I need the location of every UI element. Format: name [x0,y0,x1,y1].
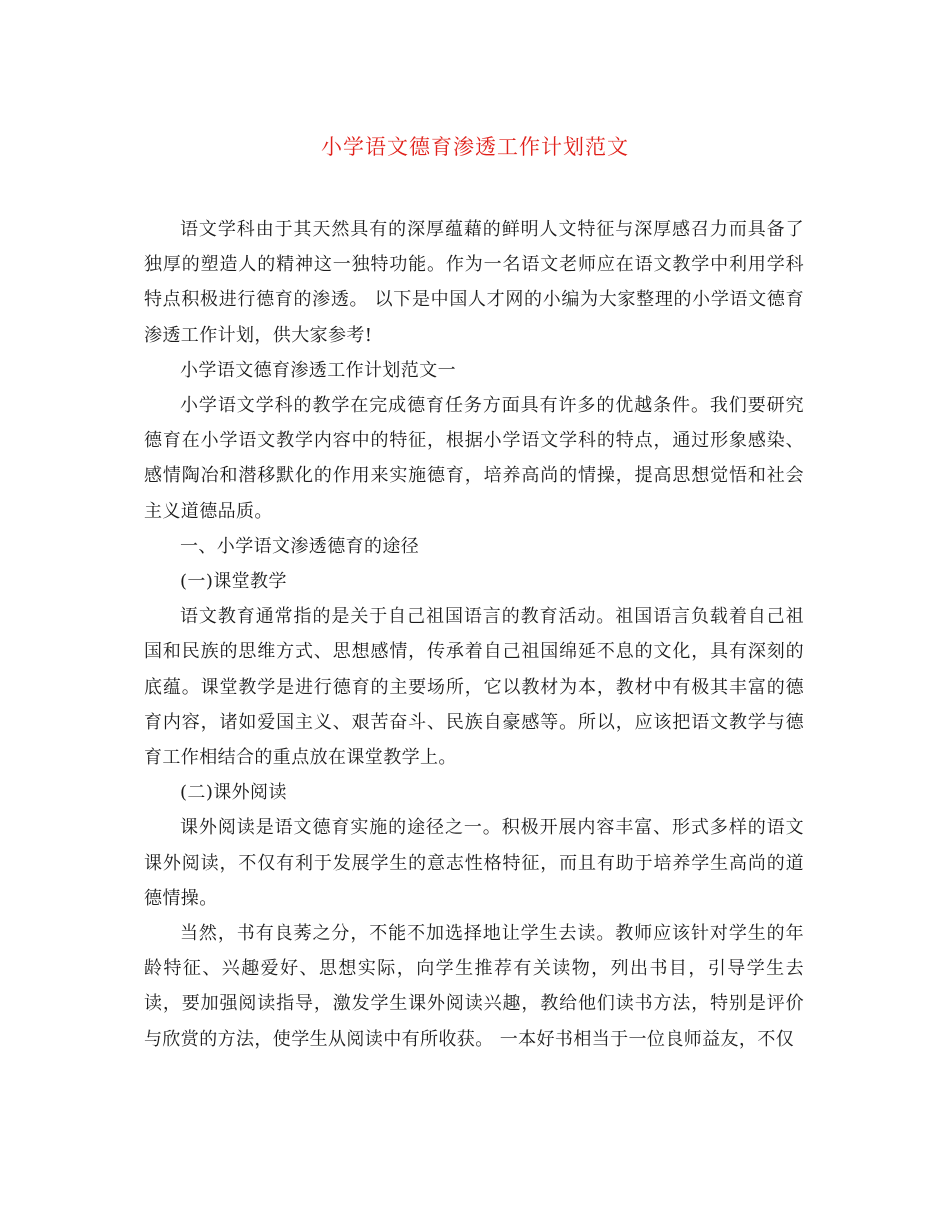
subheading-classroom-teaching: (一)课堂教学 [180,571,287,593]
section-heading-approaches: 一、小学语文渗透德育的途径 [180,535,420,557]
section-title-sample-one: 小学语文德育渗透工作计划范文一 [180,359,456,381]
body-paragraph: 课外阅读是语文德育实施的途径之一。积极开展内容丰富、形式多样的语文课外阅读，不仅有利于发展学生的意志性格特征，而且有助于培养学生高尚的道德情操。 [144,817,804,909]
subheading-extracurricular-reading: (二)课外阅读 [180,782,287,804]
body-paragraph: 小学语文学科的教学在完成德育任务方面具有许多的优越条件。我们要研究德育在小学语文教学内容中的特征，根据小学语文学科的特点，通过形象感染、感情陶冶和潜移默化的作用来实施德育，培养高尚的情操，提高思想觉悟和社会主义道德品质。 [144,395,804,522]
body-paragraph: 当然，书有良莠之分，不能不加选择地让学生去读。教师应该针对学生的年龄特征、兴趣爱好、思想实际，向学生推荐有关读物，列出书目，引导学生去读，要加强阅读指导，激发学生课外阅读兴趣，教给他们读书方法，特别是评价与欣赏的方法，使学生从阅读中有所收获。 一本好书相当于一位良师益友，不仅 [144,923,804,1050]
body-paragraph: 语文教育通常指的是关于自己祖国语言的教育活动。祖国语言负载着自己祖国和民族的思维方式、思想感情，传承着自己祖国绵延不息的文化，具有深刻的底蕴。课堂教学是进行德育的主要场所，它以教材为本，教材中有极其丰富的德育内容，诸如爱国主义、艰苦奋斗、民族自豪感等。所以，应该把语文教学与德育工作相结合的重点放在课堂教学上。 [144,606,804,769]
document-title: 小学语文德育渗透工作计划范文 [321,135,629,159]
intro-paragraph: 语文学科由于其天然具有的深厚蕴藉的鲜明人文特征与深厚感召力而具备了独厚的塑造人的精神这一独特功能。作为一名语文老师应在语文教学中利用学科特点积极进行德育的渗透。 以下是中国人才网的小编为大家整理的小学语文德育渗透工作计划，供大家参考! [144,219,804,346]
document-body [144,212,804,1057]
